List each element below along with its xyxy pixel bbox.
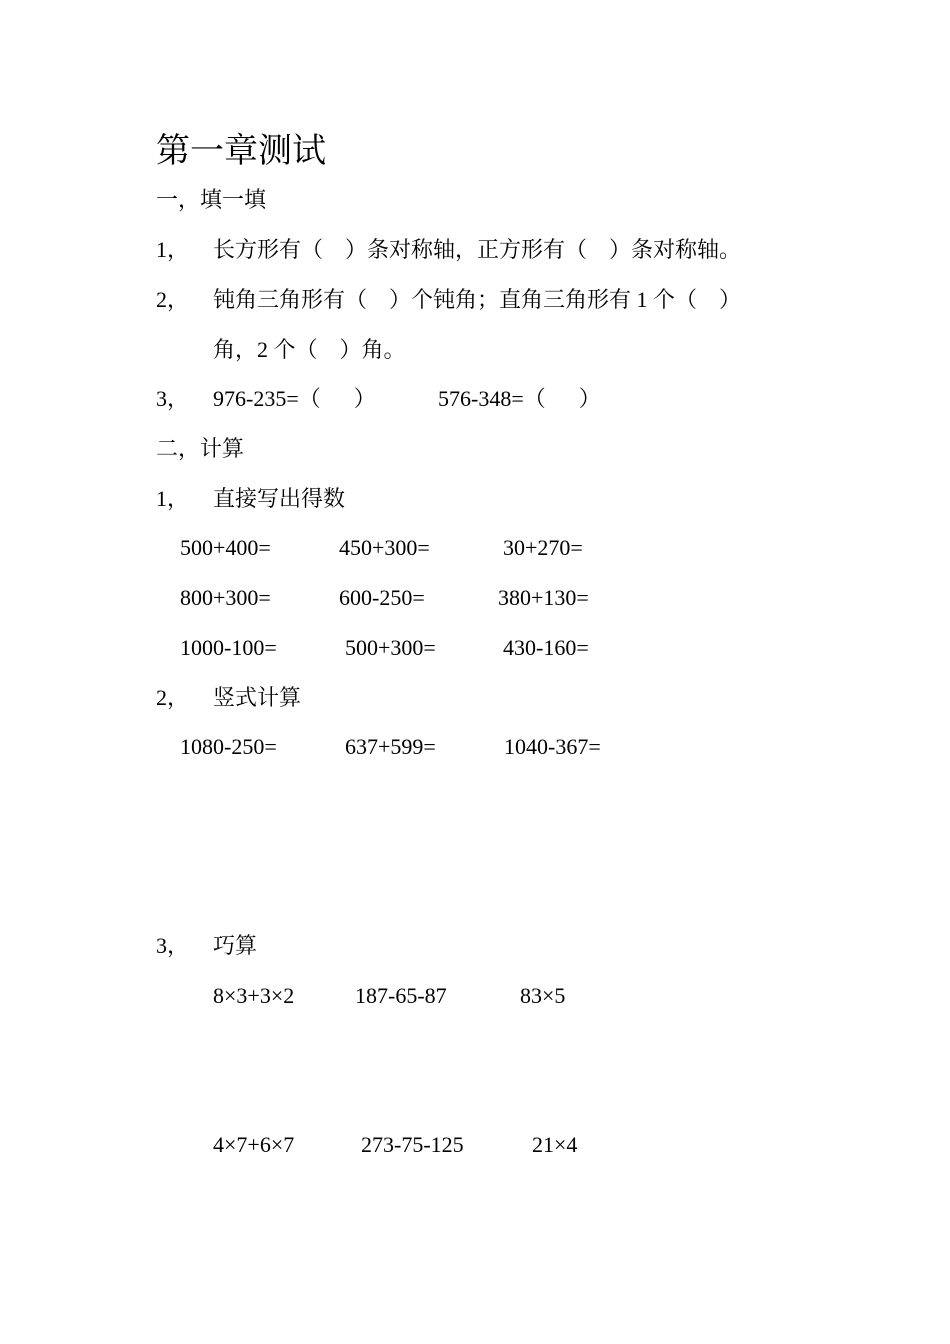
p2-row1-item3: 1040-367=: [504, 734, 601, 759]
p2-row1-item1: 1080-250=: [180, 734, 277, 759]
p1-row2-item2: 600-250=: [339, 585, 425, 610]
q1-text: 长方形有（ ）条对称轴，正方形有（ ）条对称轴。: [213, 237, 742, 262]
p2-number: 2，: [156, 685, 190, 710]
p3-row2-item1: 4×7+6×7: [213, 1132, 295, 1157]
p1-row1-item1: 500+400=: [180, 535, 271, 560]
q2-text: 钝角三角形有（ ）个钝角；直角三角形有 1 个（ ）: [213, 287, 742, 312]
q2-continuation: 角，2 个（ ）角。: [213, 337, 406, 362]
p1-row1-item2: 450+300=: [339, 535, 430, 560]
p3-row1-item2: 187-65-87: [355, 983, 447, 1008]
p1-label: 直接写出得数: [213, 486, 346, 511]
q1-number: 1，: [156, 237, 190, 262]
p1-row2-item3: 380+130=: [498, 585, 589, 610]
q2-number: 2，: [156, 287, 190, 312]
section1-heading: 一，填一填: [156, 187, 267, 212]
p1-row3-item2: 500+300=: [345, 635, 436, 660]
p2-row1-item2: 637+599=: [345, 734, 436, 759]
p3-row2-item2: 273-75-125: [361, 1132, 464, 1157]
q3-expression-b: 576-348=（ ）: [438, 386, 601, 411]
p2-label: 竖式计算: [213, 685, 302, 710]
p1-row2-item1: 800+300=: [180, 585, 271, 610]
section2-heading: 二，计算: [156, 436, 245, 461]
p3-label: 巧算: [213, 933, 258, 958]
p3-number: 3，: [156, 933, 190, 958]
p1-number: 1，: [156, 486, 190, 511]
p3-row2-item3: 21×4: [532, 1132, 578, 1157]
p1-row1-item3: 30+270=: [503, 535, 583, 560]
p3-row1-item1: 8×3+3×2: [213, 983, 295, 1008]
p1-row3-item3: 430-160=: [503, 635, 589, 660]
q3-expression-a: 976-235=（ ）: [213, 386, 376, 411]
p3-row1-item3: 83×5: [520, 983, 566, 1008]
page-title: 第一章测试: [156, 133, 326, 170]
p1-row3-item1: 1000-100=: [180, 635, 277, 660]
q3-number: 3，: [156, 386, 190, 411]
